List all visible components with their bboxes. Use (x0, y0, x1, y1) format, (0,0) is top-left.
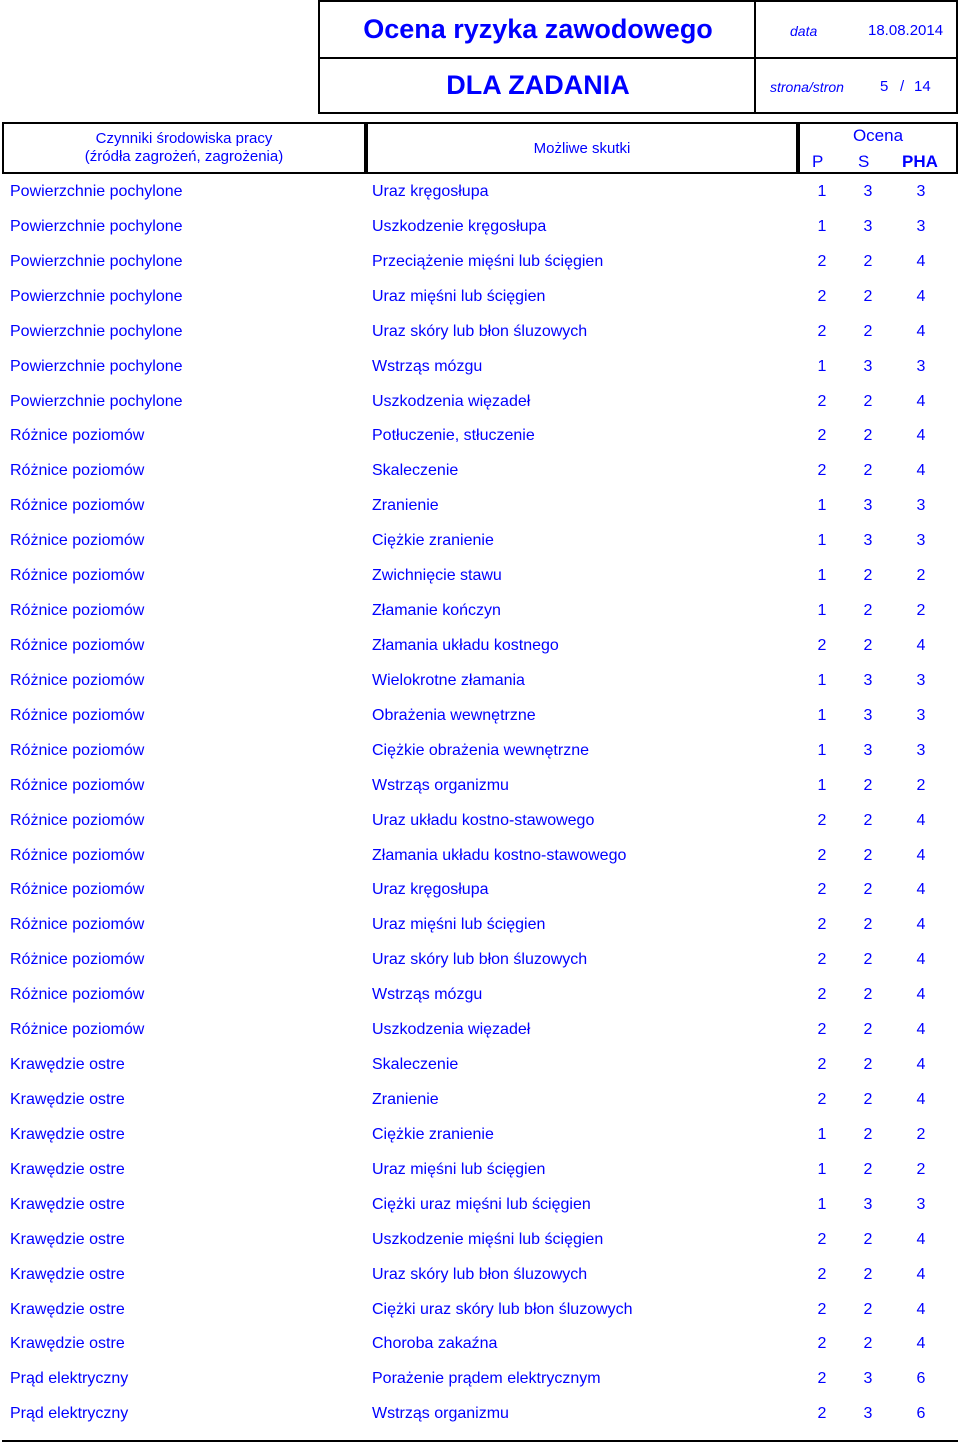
table-row (0, 209, 960, 244)
severity-cell: 2 (863, 881, 873, 899)
effect-cell: Zranienie (372, 497, 439, 515)
effects-header-label: Możliwe skutki (533, 140, 631, 157)
severity-cell: 2 (863, 636, 873, 654)
table-row (0, 593, 960, 628)
table-row (0, 838, 960, 873)
probability-cell: 1 (817, 776, 827, 794)
pha-cell: 4 (916, 462, 926, 480)
pha-cell: 4 (916, 636, 926, 654)
probability-cell: 2 (817, 846, 827, 864)
effect-cell: Ciężki uraz skóry lub błon śluzowych (372, 1300, 633, 1318)
table-row (0, 907, 960, 942)
table-row (0, 558, 960, 593)
severity-cell: 2 (863, 1125, 873, 1143)
probability-cell: 2 (817, 881, 827, 899)
effect-cell: Skaleczenie (372, 1056, 459, 1074)
effect-cell: Uraz skóry lub błon śluzowych (372, 1265, 588, 1283)
column-header-factors (2, 122, 366, 174)
effect-cell: Uszkodzenie kręgosłupa (372, 217, 547, 235)
table-row (0, 349, 960, 384)
probability-cell: 2 (817, 1056, 827, 1074)
hazard-factor-cell: Różnice poziomów (10, 776, 145, 794)
table-row (0, 1152, 960, 1187)
probability-cell: 2 (817, 1090, 827, 1108)
probability-cell: 2 (817, 427, 827, 445)
hazard-factor-cell: Różnice poziomów (10, 846, 145, 864)
pha-cell: 2 (916, 776, 926, 794)
page-total: 14 (914, 78, 931, 95)
pha-cell: 4 (916, 1021, 926, 1039)
pha-cell: 2 (916, 602, 926, 620)
table-row (0, 314, 960, 349)
page-label: strona/stron (770, 79, 844, 95)
document-title: Ocena ryzyka zawodowego (363, 14, 713, 44)
severity-cell: 2 (863, 811, 873, 829)
effect-cell: Uraz skóry lub błon śluzowych (372, 951, 588, 969)
hazard-factor-cell: Różnice poziomów (10, 951, 145, 969)
hazard-factor-cell: Różnice poziomów (10, 427, 145, 445)
severity-cell: 3 (863, 1405, 873, 1423)
table-row (0, 768, 960, 803)
hazard-factor-cell: Różnice poziomów (10, 986, 145, 1004)
hazard-factor-cell: Krawędzie ostre (10, 1195, 125, 1213)
table-row (0, 872, 960, 907)
table-row (0, 523, 960, 558)
page-current: 5 (880, 78, 889, 95)
hazard-factor-cell: Różnice poziomów (10, 497, 145, 515)
table-row (0, 628, 960, 663)
severity-cell: 3 (863, 532, 873, 550)
column-header-effects (366, 122, 798, 174)
date-label: data (790, 23, 818, 39)
table-row (0, 1117, 960, 1152)
hazard-factor-cell: Powierzchnie pochylone (10, 322, 183, 340)
pha-cell: 4 (916, 1335, 926, 1353)
severity-cell: 3 (863, 217, 873, 235)
effect-cell: Ciężki uraz mięśni lub ścięgien (372, 1195, 591, 1213)
severity-cell: 2 (863, 776, 873, 794)
pha-cell: 4 (916, 811, 926, 829)
document-subtitle: DLA ZADANIA (446, 70, 630, 100)
table-bottom-rule (2, 1440, 958, 1442)
table-row (0, 384, 960, 419)
severity-cell: 2 (863, 1056, 873, 1074)
severity-cell: 2 (863, 252, 873, 270)
severity-cell: 2 (863, 287, 873, 305)
probability-cell: 2 (817, 636, 827, 654)
probability-cell: 2 (817, 1335, 827, 1353)
table-row (0, 1396, 960, 1431)
header-divider-horizontal (320, 57, 956, 59)
effect-cell: Wstrząs mózgu (372, 986, 483, 1004)
effect-cell: Potłuczenie, stłuczenie (372, 427, 535, 445)
probability-cell: 1 (817, 183, 827, 200)
table-row (0, 244, 960, 279)
effect-cell: Złamanie kończyn (372, 602, 501, 620)
probability-cell: 2 (817, 1230, 827, 1248)
effect-cell: Wstrząs mózgu (372, 357, 483, 375)
hazard-factor-cell: Powierzchnie pochylone (10, 287, 183, 305)
severity-cell: 2 (863, 986, 873, 1004)
effect-cell: Ciężkie zranienie (372, 532, 494, 550)
probability-cell: 2 (817, 811, 827, 829)
effect-cell: Wielokrotne złamania (372, 671, 525, 689)
pha-cell: 4 (916, 986, 926, 1004)
hazard-factor-cell: Różnice poziomów (10, 741, 145, 759)
effect-cell: Złamania układu kostnego (372, 636, 559, 654)
table-row (0, 663, 960, 698)
probability-cell: 1 (817, 741, 827, 759)
effect-cell: Ciężkie zranienie (372, 1125, 494, 1143)
severity-cell: 2 (863, 1230, 873, 1248)
effect-cell: Uraz mięśni lub ścięgien (372, 916, 546, 934)
hazard-factor-cell: Różnice poziomów (10, 532, 145, 550)
table-row (0, 1082, 960, 1117)
table-row (0, 488, 960, 523)
hazard-factor-cell: Różnice poziomów (10, 881, 145, 899)
probability-cell: 2 (817, 916, 827, 934)
severity-cell: 3 (863, 183, 873, 200)
severity-cell: 3 (863, 671, 873, 689)
probability-cell: 2 (817, 1265, 827, 1283)
pha-cell: 4 (916, 881, 926, 899)
probability-cell: 2 (817, 392, 827, 410)
probability-cell: 2 (817, 1300, 827, 1318)
pha-cell: 4 (916, 951, 926, 969)
pha-cell: 4 (916, 1230, 926, 1248)
pha-cell: 3 (916, 671, 926, 689)
effect-cell: Przeciążenie mięśni lub ścięgien (372, 252, 604, 270)
factors-header-line1: Czynniki środowiska pracy (95, 130, 273, 147)
probability-cell: 1 (817, 567, 827, 585)
effect-cell: Choroba zakaźna (372, 1335, 498, 1353)
effect-cell: Zranienie (372, 1090, 439, 1108)
severity-cell: 2 (863, 951, 873, 969)
risk-table-body (0, 174, 960, 1431)
pha-cell: 3 (916, 217, 926, 235)
probability-cell: 1 (817, 497, 827, 515)
effect-cell: Uraz mięśni lub ścięgien (372, 1160, 546, 1178)
effect-cell: Zwichnięcie stawu (372, 567, 502, 585)
hazard-factor-cell: Różnice poziomów (10, 811, 145, 829)
table-row (0, 1047, 960, 1082)
pha-cell: 3 (916, 706, 926, 724)
severity-cell: 3 (863, 357, 873, 375)
hazard-factor-cell: Krawędzie ostre (10, 1230, 125, 1248)
pha-cell: 4 (916, 916, 926, 934)
date-value: 18.08.2014 (868, 22, 944, 39)
severity-cell: 2 (863, 1335, 873, 1353)
pha-cell: 4 (916, 427, 926, 445)
hazard-factor-cell: Krawędzie ostre (10, 1300, 125, 1318)
hazard-factor-cell: Różnice poziomów (10, 636, 145, 654)
hazard-factor-cell: Krawędzie ostre (10, 1160, 125, 1178)
pha-cell: 6 (916, 1370, 926, 1388)
pha-cell: 3 (916, 357, 926, 375)
severity-cell: 3 (863, 1370, 873, 1388)
hazard-factor-cell: Powierzchnie pochylone (10, 252, 183, 270)
effect-cell: Wstrząs organizmu (372, 776, 509, 794)
severity-header: S (858, 152, 870, 171)
table-row (0, 1361, 960, 1396)
hazard-factor-cell: Różnice poziomów (10, 706, 145, 724)
effect-cell: Złamania układu kostno-stawowego (372, 846, 627, 864)
effect-cell: Uraz układu kostno-stawowego (372, 811, 595, 829)
severity-cell: 2 (863, 602, 873, 620)
pha-cell: 3 (916, 741, 926, 759)
pha-cell: 3 (916, 183, 926, 200)
rating-header-label: Ocena (852, 126, 904, 145)
severity-cell: 3 (863, 497, 873, 515)
hazard-factor-cell: Krawędzie ostre (10, 1335, 125, 1353)
probability-cell: 2 (817, 462, 827, 480)
severity-cell: 2 (863, 1265, 873, 1283)
severity-cell: 3 (863, 1195, 873, 1213)
pha-cell: 3 (916, 532, 926, 550)
probability-cell: 2 (817, 1021, 827, 1039)
effect-cell: Wstrząs organizmu (372, 1405, 509, 1423)
table-row (0, 1292, 960, 1327)
severity-cell: 2 (863, 1300, 873, 1318)
table-row (0, 174, 960, 209)
table-row (0, 698, 960, 733)
probability-header: P (812, 152, 824, 171)
hazard-factor-cell: Różnice poziomów (10, 462, 145, 480)
pha-cell: 3 (916, 1195, 926, 1213)
severity-cell: 3 (863, 741, 873, 759)
severity-cell: 2 (863, 916, 873, 934)
pha-cell: 4 (916, 287, 926, 305)
severity-cell: 2 (863, 846, 873, 864)
severity-cell: 2 (863, 1160, 873, 1178)
hazard-factor-cell: Prąd elektryczny (10, 1370, 129, 1388)
effect-cell: Ciężkie obrażenia wewnętrzne (372, 741, 589, 759)
probability-cell: 1 (817, 602, 827, 620)
probability-cell: 2 (817, 986, 827, 1004)
hazard-factor-cell: Powierzchnie pochylone (10, 392, 183, 410)
pha-cell: 4 (916, 322, 926, 340)
table-row (0, 1326, 960, 1361)
pha-cell: 3 (916, 497, 926, 515)
pha-cell: 2 (916, 1160, 926, 1178)
hazard-factor-cell: Krawędzie ostre (10, 1125, 125, 1143)
pha-cell: 4 (916, 1056, 926, 1074)
pha-cell: 4 (916, 252, 926, 270)
probability-cell: 2 (817, 287, 827, 305)
probability-cell: 1 (817, 217, 827, 235)
severity-cell: 2 (863, 1021, 873, 1039)
probability-cell: 2 (817, 322, 827, 340)
severity-cell: 2 (863, 567, 873, 585)
effect-cell: Uszkodzenia więzadeł (372, 1021, 531, 1039)
table-row (0, 733, 960, 768)
effect-cell: Uszkodzenia więzadeł (372, 392, 531, 410)
probability-cell: 1 (817, 357, 827, 375)
table-row (0, 977, 960, 1012)
probability-cell: 1 (817, 1125, 827, 1143)
probability-cell: 2 (817, 1370, 827, 1388)
hazard-factor-cell: Różnice poziomów (10, 602, 145, 620)
severity-cell: 2 (863, 392, 873, 410)
table-row (0, 1187, 960, 1222)
pha-cell: 2 (916, 567, 926, 585)
effect-cell: Uraz mięśni lub ścięgien (372, 287, 546, 305)
probability-cell: 1 (817, 1195, 827, 1213)
pha-cell: 4 (916, 392, 926, 410)
probability-cell: 1 (817, 671, 827, 689)
effect-cell: Obrażenia wewnętrzne (372, 706, 536, 724)
factors-header-line2: (źródła zagrożeń, zagrożenia) (84, 148, 284, 165)
page-separator: / (900, 78, 905, 95)
table-row (0, 1257, 960, 1292)
document-header (318, 0, 958, 114)
severity-cell: 3 (863, 706, 873, 724)
pha-cell: 4 (916, 1090, 926, 1108)
hazard-factor-cell: Krawędzie ostre (10, 1090, 125, 1108)
table-row (0, 803, 960, 838)
hazard-factor-cell: Powierzchnie pochylone (10, 357, 183, 375)
hazard-factor-cell: Różnice poziomów (10, 1021, 145, 1039)
effect-cell: Uraz kręgosłupa (372, 881, 489, 899)
severity-cell: 2 (863, 427, 873, 445)
effect-cell: Skaleczenie (372, 462, 459, 480)
table-row (0, 453, 960, 488)
severity-cell: 2 (863, 462, 873, 480)
table-row (0, 418, 960, 453)
severity-cell: 2 (863, 322, 873, 340)
column-header-rating (798, 122, 958, 174)
table-row (0, 1012, 960, 1047)
pha-cell: 6 (916, 1405, 926, 1423)
probability-cell: 2 (817, 252, 827, 270)
hazard-factor-cell: Różnice poziomów (10, 567, 145, 585)
hazard-factor-cell: Prąd elektryczny (10, 1405, 129, 1423)
pha-cell: 4 (916, 1265, 926, 1283)
hazard-factor-cell: Powierzchnie pochylone (10, 217, 183, 235)
severity-cell: 2 (863, 1090, 873, 1108)
pha-header: PHA (902, 152, 938, 171)
probability-cell: 1 (817, 706, 827, 724)
effect-cell: Uraz skóry lub błon śluzowych (372, 322, 588, 340)
table-row (0, 1222, 960, 1257)
effect-cell: Uraz kręgosłupa (372, 183, 489, 200)
probability-cell: 1 (817, 1160, 827, 1178)
hazard-factor-cell: Krawędzie ostre (10, 1265, 125, 1283)
pha-cell: 4 (916, 1300, 926, 1318)
table-row (0, 279, 960, 314)
probability-cell: 2 (817, 951, 827, 969)
effect-cell: Uszkodzenie mięśni lub ścięgien (372, 1230, 604, 1248)
table-row (0, 942, 960, 977)
effect-cell: Porażenie prądem elektrycznym (372, 1370, 601, 1388)
hazard-factor-cell: Różnice poziomów (10, 916, 145, 934)
hazard-factor-cell: Różnice poziomów (10, 671, 145, 689)
pha-cell: 4 (916, 846, 926, 864)
hazard-factor-cell: Krawędzie ostre (10, 1056, 125, 1074)
hazard-factor-cell: Powierzchnie pochylone (10, 183, 183, 200)
probability-cell: 1 (817, 532, 827, 550)
pha-cell: 2 (916, 1125, 926, 1143)
probability-cell: 2 (817, 1405, 827, 1423)
